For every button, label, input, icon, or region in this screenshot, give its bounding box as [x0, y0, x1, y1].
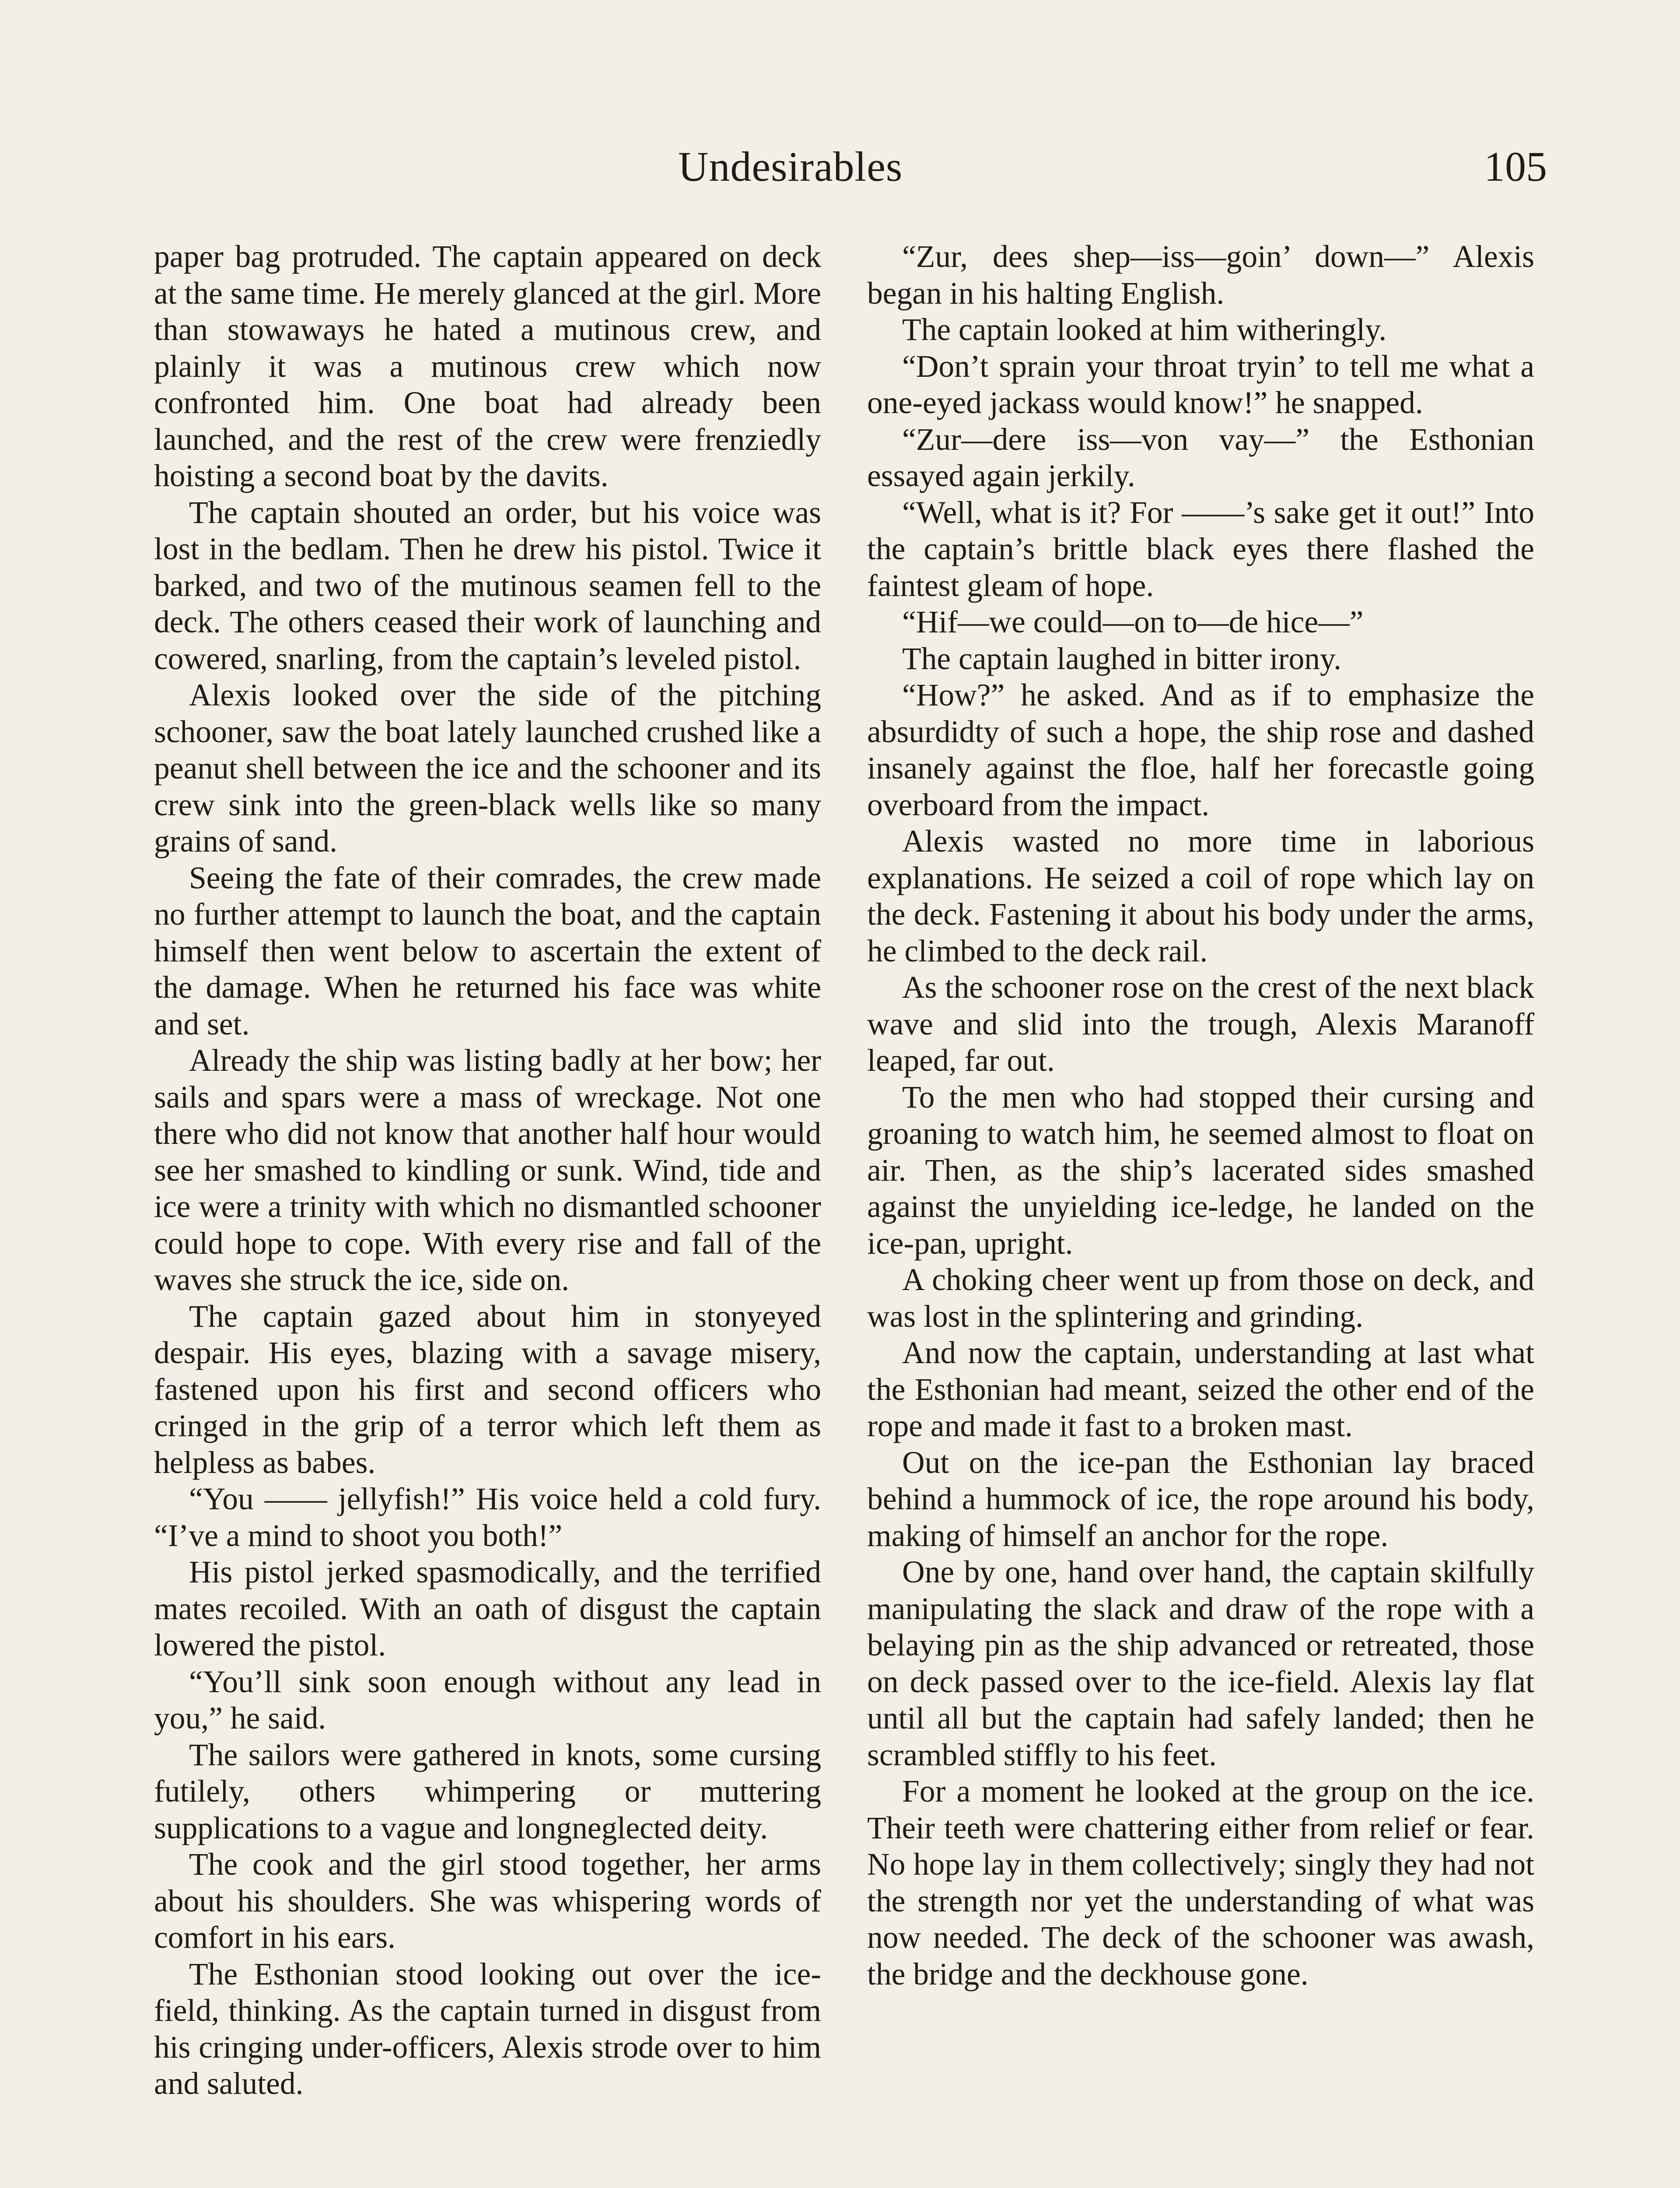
paragraph: Already the ship was listing badly at her bow; her sails and spars were a mass of wreckage. Not one there who did not know that another half hour would see her smashed to kindling or sunk. Wind, tide and ice were a trinity with which no dismantled schooner could hope to cope. With every rise and fall of the waves she struck the ice, side on.	[154, 1043, 821, 1297]
paragraph: “You —— jellyfish!” His voice held a cold fury. “I’ve a mind to shoot you both!”	[154, 1482, 821, 1553]
paragraph: “Don’t sprain your throat tryin’ to tell me what a one-eyed jackass would know!” he snapped.	[867, 349, 1534, 420]
paragraph: Out on the ice-pan the Esthonian lay braced behind a hummock of ice, the rope around his body, making of himself an anchor for the rope.	[867, 1445, 1534, 1553]
paragraph: “You’ll sink soon enough without any lead in you,” he said.	[154, 1664, 821, 1736]
paragraph: The Esthonian stood looking out over the ice-field, thinking. As the captain turned in disgust from his cringing under-officers, Alexis strode over to him and saluted.	[154, 1957, 821, 2101]
paragraph: The captain looked at him witheringly.	[902, 312, 1387, 347]
paragraph: “Hif—we could—on to—de hice—”	[902, 605, 1364, 639]
paragraph: “How?” he asked. And as if to emphasize the absurdidty of such a hope, the ship rose and dashed insanely against the floe, half her forecastle going overboard from the impact.	[867, 678, 1534, 822]
paragraph: To the men who had stopped their cursing and groaning to watch him, he seemed almost to float on air. Then, as the ship’s lacerated sides smashed against the unyielding ice-ledge, he landed on the ice-pan, upright.	[867, 1080, 1534, 1261]
paragraph: As the schooner rose on the crest of the next black wave and slid into the trough, Alexis Maranoff leaped, far out.	[867, 970, 1534, 1078]
paragraph: “Zur, dees shep—iss—goin’ down—” Alexis began in his halting English.	[867, 239, 1534, 311]
paragraph: A choking cheer went up from those on deck, and was lost in the splintering and grinding.	[867, 1262, 1534, 1334]
paragraph: Seeing the fate of their comrades, the crew made no further attempt to launch the boat, and the captain himself then went below to ascertain the extent of the damage. When he returned his face was white and set.	[154, 860, 821, 1041]
paragraph: Alexis wasted no more time in laborious explanations. He seized a coil of rope which lay on the deck. Fastening it about his body under the arms, he climbed to the deck rail.	[867, 824, 1534, 968]
paragraph: The sailors were gathered in knots, some cursing futilely, others whimpering or muttering supplications to a vague and longneglected deity.	[154, 1737, 821, 1845]
paragraph: The captain shouted an order, but his voice was lost in the bedlam. Then he drew his pistol. Twice it barked, and two of the mutinous seamen fell to the deck. The others ceased their work of launching and cowered, snarling, from the captain’s leveled pistol.	[154, 495, 821, 676]
paragraph: One by one, hand over hand, the captain skilfully manipulating the slack and draw of the rope with a belaying pin as the ship advanced or retreated, those on deck passed over to the ice-field. Alexis lay flat until all but the captain had safely landed; then he scrambled stiffly to his feet.	[867, 1555, 1534, 1772]
paragraph: For a moment he looked at the group on the ice. Their teeth were chattering either from relief or fear. No hope lay in them collectively; singly they had not the strength nor yet the understanding of what was now needed. The deck of the schooner was awash, the bridge and the deckhouse gone.	[867, 1774, 1534, 1992]
paragraph: The captain laughed in bitter irony.	[902, 641, 1341, 676]
right-column	[867, 238, 1534, 1992]
paragraph: His pistol jerked spasmodically, and the terrified mates recoiled. With an oath of disgust the captain lowered the pistol.	[154, 1555, 821, 1662]
paragraph: Alexis looked over the side of the pitching schooner, saw the boat lately launched crushed like a peanut shell between the ice and the schooner and its crew sink into the green-black wells like so many grains of sand.	[154, 678, 821, 859]
page-number: 105	[1484, 143, 1547, 190]
paragraph: And now the captain, understanding at last what the Esthonian had meant, seized the other end of the rope and made it fast to a broken mast.	[867, 1336, 1534, 1443]
left-column	[154, 238, 821, 2102]
running-title: Undesirables	[678, 143, 903, 190]
paragraph: The captain gazed about him in stonyeyed despair. His eyes, blazing with a savage misery, fastened upon his first and second officers who cringed in the grip of a terror which left them as helpless as babes.	[154, 1299, 821, 1480]
paragraph: “Well, what is it? For ——’s sake get it out!” Into the captain’s brittle black eyes there flashed the faintest gleam of hope.	[867, 495, 1534, 603]
paragraph: “Zur—dere iss—von vay—” the Esthonian essayed again jerkily.	[867, 422, 1534, 493]
paragraph: The cook and the girl stood together, her arms about his shoulders. She was whispering words of comfort in his ears.	[154, 1847, 821, 1955]
paragraph: paper bag protruded. The captain appeared on deck at the same time. He merely glanced at the girl. More than stowaways he hated a mutinous crew, and plainly it was a mutinous crew which now confronted him. One boat had already been launched, and the rest of the crew were frenziedly hoisting a second boat by the davits.	[154, 239, 821, 493]
